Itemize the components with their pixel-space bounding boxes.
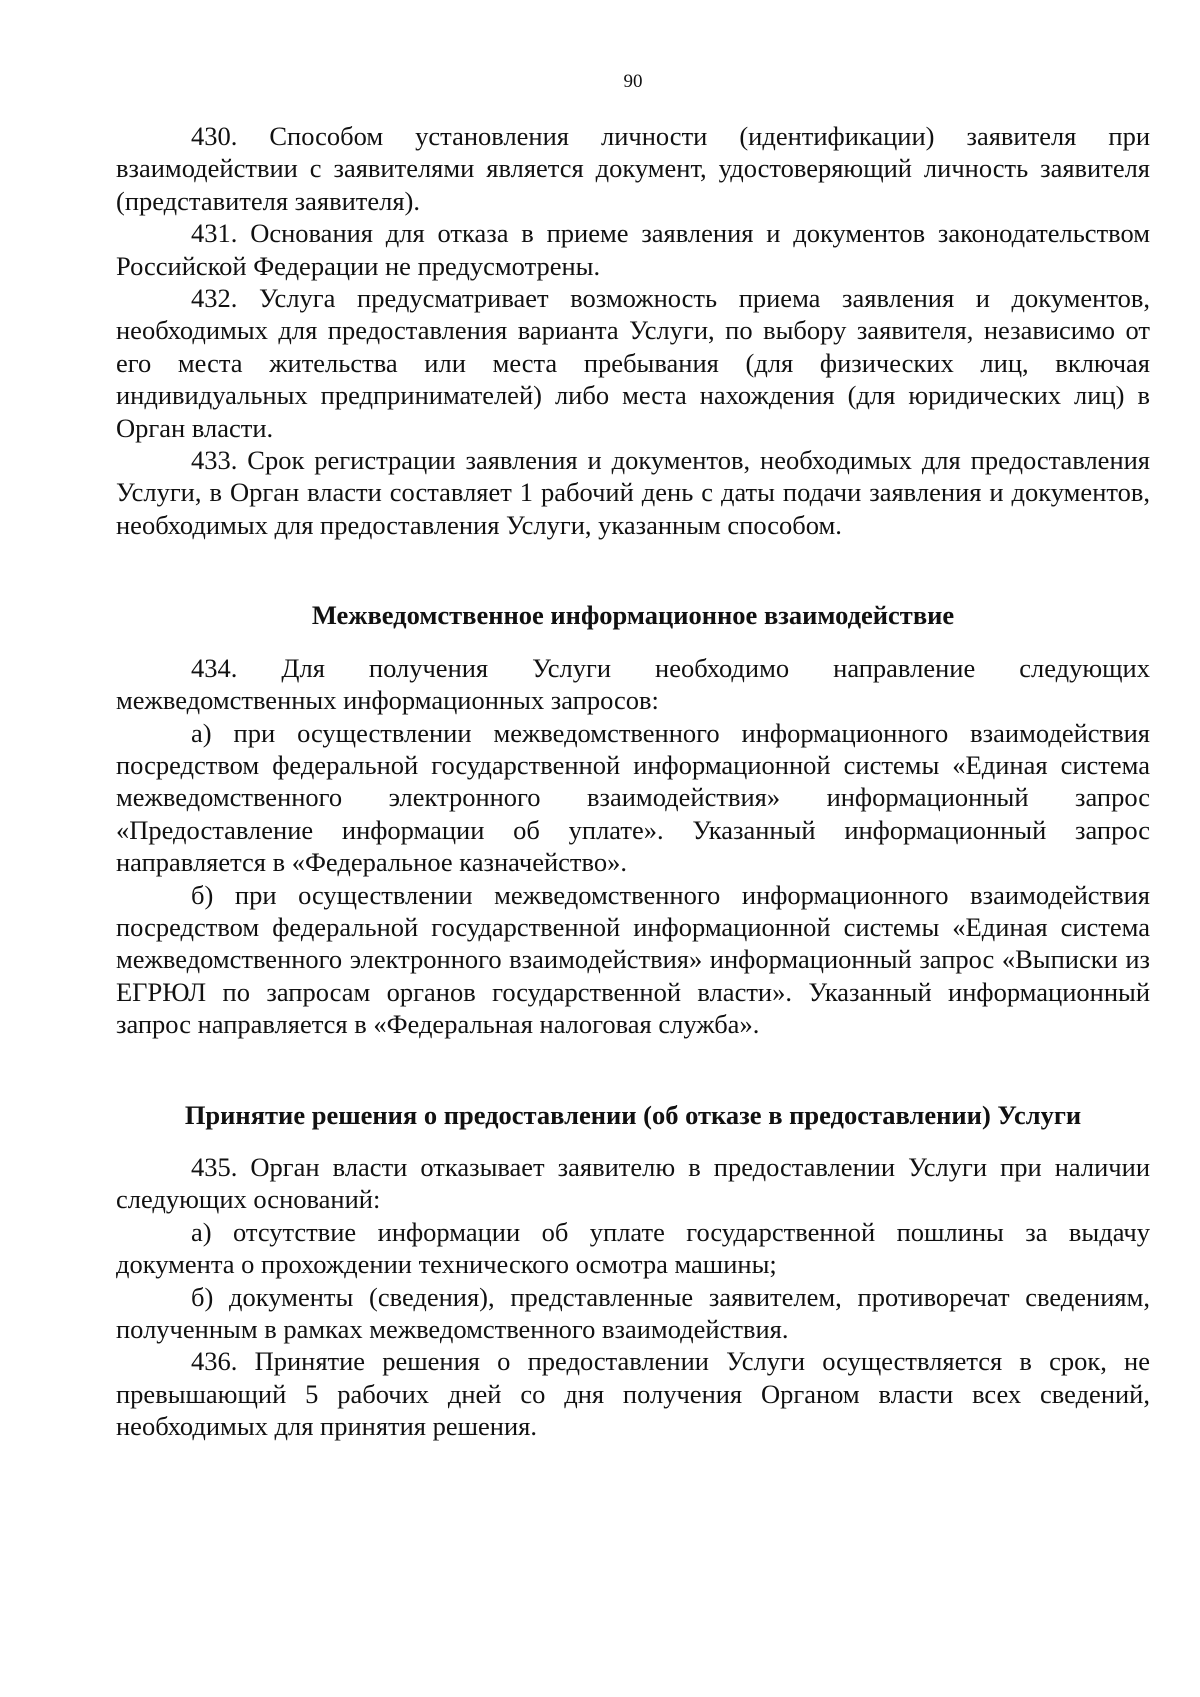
document-body: [116, 120, 1150, 1443]
section-gap: [116, 1041, 1150, 1099]
paragraph-436: 436. Принятие решения о предоставлении Услуги осуществляется в срок, не превышающий 5 рабочих дней со дня получения Органом власти всех сведений, необходимых для принятия решения.: [116, 1346, 1150, 1442]
paragraph-431: 431. Основания для отказа в приеме заявления и документов законодательством Российской Федерации не предусмотрены.: [116, 218, 1150, 281]
paragraph-434-b: б) при осуществлении межведомственного информационного взаимодействия посредством федеральной государственной информационной системы «Единая система межведомственного электронного взаимодействия» информационный запрос «Выписки из ЕГРЮЛ по запросам органов государственной власти». Указанный информационный запрос направляется в «Федеральная налоговая служба».: [116, 879, 1150, 1040]
paragraph-435-a: а) отсутствие информации об уплате государственной пошлины за выдачу документа о прохождении технического осмотра машины;: [116, 1216, 1150, 1280]
section-heading-interagency: Межведомственное информационное взаимодействие: [311, 600, 955, 631]
heading-gap: [116, 1131, 1150, 1151]
paragraph-430: 430. Способом установления личности (идентификации) заявителя при взаимодействии с заявителями является документ, удостоверяющий личность заявителя (представителя заявителя).: [116, 121, 1150, 216]
paragraph-434: 434. Для получения Услуги необходимо направление следующих межведомственных информационных запросов:: [116, 652, 1150, 716]
heading-gap: [116, 632, 1150, 652]
paragraph-435-b: б) документы (сведения), представленные заявителем, противоречат сведениям, полученным в рамках межведомственного взаимодействия.: [116, 1281, 1150, 1344]
section-heading-decision: Принятие решения о предоставлении (об отказе в предоставлении) Услуги: [184, 1099, 1082, 1130]
page-number: 90: [623, 71, 643, 92]
section-gap: [116, 541, 1150, 599]
paragraph-435: 435. Орган власти отказывает заявителю в предоставлении Услуги при наличии следующих оснований:: [116, 1151, 1150, 1215]
paragraph-433: 433. Срок регистрации заявления и документов, необходимых для предоставления Услуги, в Орган власти составляет 1 рабочий день с даты подачи заявления и документов, необходимых для предоставления Услуги, указанным способом.: [116, 445, 1150, 540]
paragraph-434-a: а) при осуществлении межведомственного информационного взаимодействия посредством федеральной государственной информационной системы «Единая система межведомственного электронного взаимодействия» информационный запрос «Предоставление информации об уплате». Указанный информационный запрос направляется в «Федеральное казначейство».: [116, 717, 1150, 878]
paragraph-432: 432. Услуга предусматривает возможность приема заявления и документов, необходимых для предоставления варианта Услуги, по выбору заявителя, независимо от его места жительства или места пребывания (для физических лиц, включая индивидуальных предпринимателей) либо места нахождения (для юридических лиц) в Орган власти.: [116, 283, 1150, 443]
